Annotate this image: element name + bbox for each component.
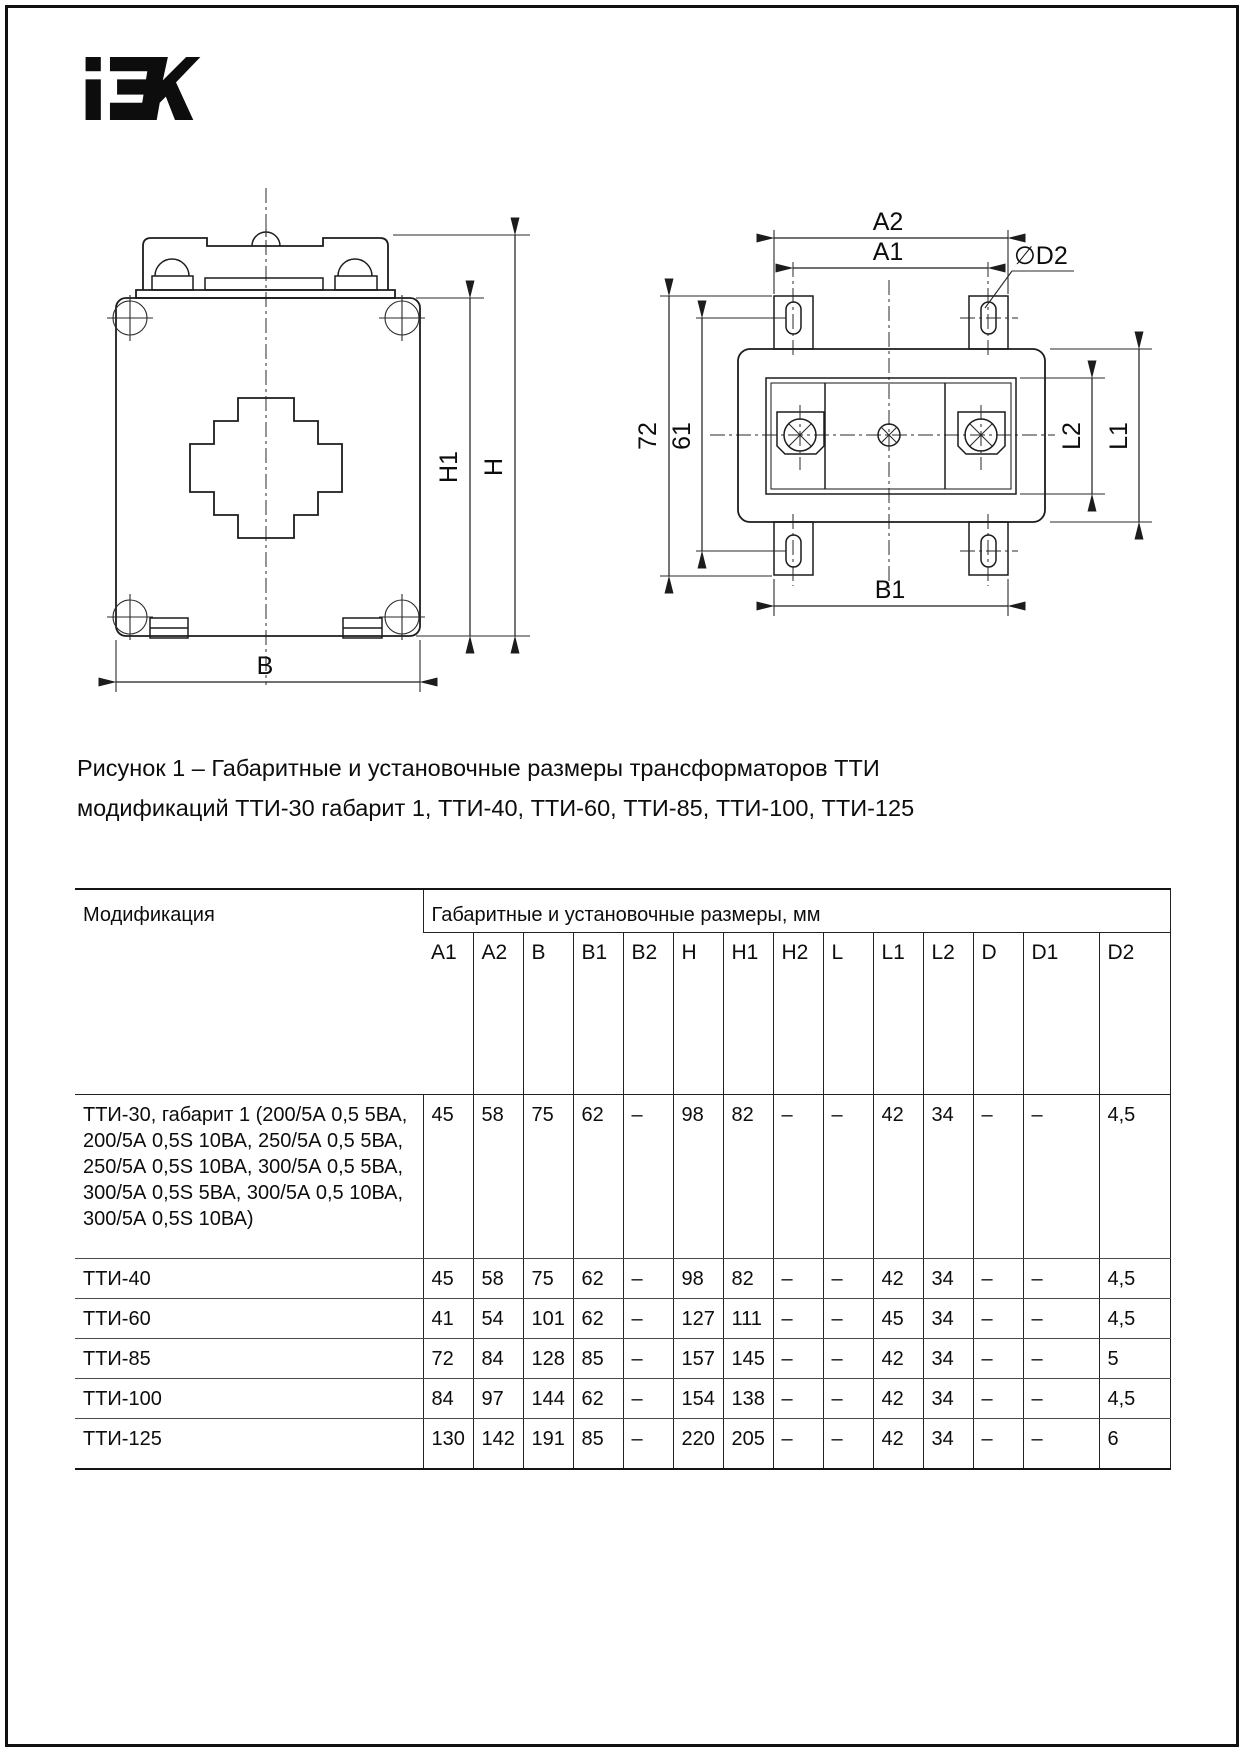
dimension-value: 58 xyxy=(473,1095,523,1259)
dimension-value: 154 xyxy=(673,1379,723,1419)
figure-caption-line2: модификаций ТТИ-30 габарит 1, ТТИ-40, ТТИ-60, ТТИ-85, ТТИ-100, ТТИ-125 xyxy=(77,795,915,821)
table-row xyxy=(75,1259,1170,1299)
left-screw-dome xyxy=(155,259,189,276)
dimension-value: – xyxy=(773,1095,823,1259)
dimension-value: 4,5 xyxy=(1099,1095,1170,1259)
dimension-value: 157 xyxy=(673,1339,723,1379)
dim-label-b: B xyxy=(256,652,274,680)
dimension-value: 72 xyxy=(423,1339,473,1379)
transformer-body-front xyxy=(116,298,420,636)
dimension-value: – xyxy=(823,1379,873,1419)
modification-name: ТТИ-125 xyxy=(83,1428,162,1450)
dimension-value: 42 xyxy=(873,1259,923,1299)
dimension-value: 127 xyxy=(673,1299,723,1339)
dimension-value: 42 xyxy=(873,1419,923,1470)
column-header-D: D xyxy=(973,933,1023,1095)
dimension-value: – xyxy=(823,1095,873,1259)
dimension-value: 34 xyxy=(923,1339,973,1379)
dimension-value: 42 xyxy=(873,1339,923,1379)
column-header-D2: D2 xyxy=(1099,933,1170,1095)
iek-logo xyxy=(85,57,203,120)
dim-label-l1: L1 xyxy=(1105,422,1133,450)
logo-i-dot xyxy=(86,57,101,71)
dimension-value: 128 xyxy=(523,1339,573,1379)
column-header-A1: A1 xyxy=(423,933,473,1095)
dimension-value: 82 xyxy=(723,1259,773,1299)
dimension-value: – xyxy=(623,1339,673,1379)
column-header-B1: B1 xyxy=(573,933,623,1095)
dimension-value: 34 xyxy=(923,1299,973,1339)
terminal-block-outline xyxy=(143,238,388,290)
dimension-value: 42 xyxy=(873,1379,923,1419)
dimension-value: 144 xyxy=(523,1379,573,1419)
dimension-value: 142 xyxy=(473,1419,523,1470)
dimension-value: 45 xyxy=(873,1299,923,1339)
column-header-L1: L1 xyxy=(873,933,923,1095)
column-header-B: B xyxy=(523,933,573,1095)
dimension-value: 145 xyxy=(723,1339,773,1379)
dimension-value: 75 xyxy=(523,1259,573,1299)
modification-name: ТТИ-100 xyxy=(75,1379,423,1419)
column-header-modification: Модификация xyxy=(75,889,423,1095)
dim-label-h1: H1 xyxy=(435,451,463,483)
dimension-value: 41 xyxy=(423,1299,473,1339)
dimension-value: 82 xyxy=(723,1095,773,1259)
dimensions-table xyxy=(75,888,1171,1470)
dimension-value: – xyxy=(623,1259,673,1299)
dimension-value: 85 xyxy=(573,1339,623,1379)
left-terminal-screw xyxy=(777,405,824,470)
figure-drawing xyxy=(60,180,1180,700)
dimension-value: 98 xyxy=(673,1259,723,1299)
column-header-H: H xyxy=(673,933,723,1095)
modification-name: ТТИ-60 xyxy=(75,1299,423,1339)
dimension-value: 4,5 xyxy=(1099,1259,1170,1299)
dimension-value: 62 xyxy=(573,1379,623,1419)
right-terminal-screw xyxy=(958,405,1005,470)
column-header-L2: L2 xyxy=(923,933,973,1095)
dimension-value: 191 xyxy=(523,1419,573,1470)
dimension-value: 111 xyxy=(723,1299,773,1339)
slot-centerlines xyxy=(793,262,1018,586)
dimension-value: 205 xyxy=(723,1419,773,1470)
dimension-value: 98 xyxy=(673,1095,723,1259)
dimension-value: 97 xyxy=(473,1379,523,1419)
dim-label-a1: A1 xyxy=(872,238,904,266)
dimension-value: – xyxy=(823,1299,873,1339)
dimension-value: 34 xyxy=(923,1419,973,1470)
dimension-value: – xyxy=(973,1299,1023,1339)
terminal-bar xyxy=(205,278,323,290)
dim-label-b1: B1 xyxy=(874,576,906,604)
table-row xyxy=(75,1095,1170,1259)
right-screw-dome xyxy=(338,259,372,276)
dimension-value: – xyxy=(773,1339,823,1379)
front-view xyxy=(107,188,530,692)
dimension-value: – xyxy=(973,1259,1023,1299)
column-header-H2: H2 xyxy=(773,933,823,1095)
dimension-value: 62 xyxy=(573,1299,623,1339)
dimension-value: 34 xyxy=(923,1259,973,1299)
dim-label-61: 61 xyxy=(668,422,696,450)
dimension-value: – xyxy=(773,1259,823,1299)
dimension-value: 34 xyxy=(923,1095,973,1259)
dimension-value: – xyxy=(623,1379,673,1419)
dim-label-h: H xyxy=(480,457,508,477)
dimension-value: – xyxy=(1023,1379,1099,1419)
dimension-value: 4,5 xyxy=(1099,1379,1170,1419)
table-row xyxy=(75,1299,1170,1339)
dimension-value: – xyxy=(1023,1299,1099,1339)
dimension-value: 45 xyxy=(423,1095,473,1259)
figure-caption-line1: Рисунок 1 – Габаритные и установочные размеры трансформаторов ТТИ xyxy=(77,755,880,781)
left-screw-base xyxy=(152,276,193,290)
dim-label-d2: ∅D2 xyxy=(1014,242,1068,270)
modification-name: ТТИ-40 xyxy=(75,1259,423,1299)
table-row xyxy=(75,1379,1170,1419)
terminal-area-inner xyxy=(771,383,1011,489)
dimension-value: 101 xyxy=(523,1299,573,1339)
dimension-value: – xyxy=(773,1299,823,1339)
dimension-value: 130 xyxy=(423,1419,473,1470)
dimension-value: 62 xyxy=(573,1095,623,1259)
dimension-value: – xyxy=(1023,1259,1099,1299)
top-view xyxy=(634,208,1152,616)
terminal-area-outer xyxy=(766,378,1016,494)
column-header-D1: D1 xyxy=(1023,933,1099,1095)
dimension-value: – xyxy=(623,1095,673,1259)
logo-i-stem xyxy=(86,79,101,120)
dimension-value: – xyxy=(973,1095,1023,1259)
dimension-value: – xyxy=(773,1379,823,1419)
logo-k xyxy=(139,57,200,120)
dimension-value: – xyxy=(973,1339,1023,1379)
dimension-value: 84 xyxy=(423,1379,473,1419)
dimension-value: – xyxy=(623,1419,673,1470)
right-screw-base xyxy=(335,276,377,290)
dim-label-72: 72 xyxy=(634,422,662,450)
dim-label-l2: L2 xyxy=(1058,422,1086,450)
dimension-value: – xyxy=(823,1339,873,1379)
figure-caption xyxy=(77,748,1057,828)
dimension-value: 34 xyxy=(923,1379,973,1419)
dimension-value: 5 xyxy=(1099,1339,1170,1379)
table-row xyxy=(75,1419,1170,1470)
dimension-value: 75 xyxy=(523,1095,573,1259)
table-header-row xyxy=(75,889,1170,933)
dimension-value: 58 xyxy=(473,1259,523,1299)
dimension-value: 6 xyxy=(1099,1419,1170,1470)
column-header-A2: A2 xyxy=(473,933,523,1095)
column-header-L: L xyxy=(823,933,873,1095)
dimension-value: 85 xyxy=(573,1419,623,1470)
dimension-value: 84 xyxy=(473,1339,523,1379)
dimension-value: – xyxy=(973,1419,1023,1470)
dimension-value: 42 xyxy=(873,1095,923,1259)
dimension-value: – xyxy=(1023,1339,1099,1379)
modification-name: ТТИ-85 xyxy=(75,1339,423,1379)
dimension-value: 138 xyxy=(723,1379,773,1419)
dim-label-a2: A2 xyxy=(872,208,904,236)
dimension-value: – xyxy=(973,1379,1023,1419)
dimension-value: – xyxy=(823,1419,873,1470)
dimension-value: – xyxy=(773,1419,823,1470)
column-header-H1: H1 xyxy=(723,933,773,1095)
dimension-value: – xyxy=(823,1259,873,1299)
dimension-value: – xyxy=(1023,1095,1099,1259)
dimension-value: – xyxy=(1023,1419,1099,1470)
dimension-value: 220 xyxy=(673,1419,723,1470)
dimension-value: – xyxy=(623,1299,673,1339)
dimension-value: 62 xyxy=(573,1259,623,1299)
logo-e-top xyxy=(110,57,150,71)
modification-name: ТТИ-30, габарит 1 (200/5А 0,5 5ВА, 200/5А 0,5S 10ВА, 250/5А 0,5 5ВА, 250/5А 0,5S 10ВА, 300/5А 0,5 5ВА, 300/5А 0,5S 5ВА, 300/5А 0,5 10ВА, 300/5А 0,5S 10ВА) xyxy=(75,1095,423,1259)
dimension-value: 4,5 xyxy=(1099,1299,1170,1339)
table-row xyxy=(75,1339,1170,1379)
column-group-header: Габаритные и установочные размеры, мм xyxy=(423,889,1170,933)
column-header-B2: B2 xyxy=(623,933,673,1095)
dimension-value: 54 xyxy=(473,1299,523,1339)
dimension-value: 45 xyxy=(423,1259,473,1299)
